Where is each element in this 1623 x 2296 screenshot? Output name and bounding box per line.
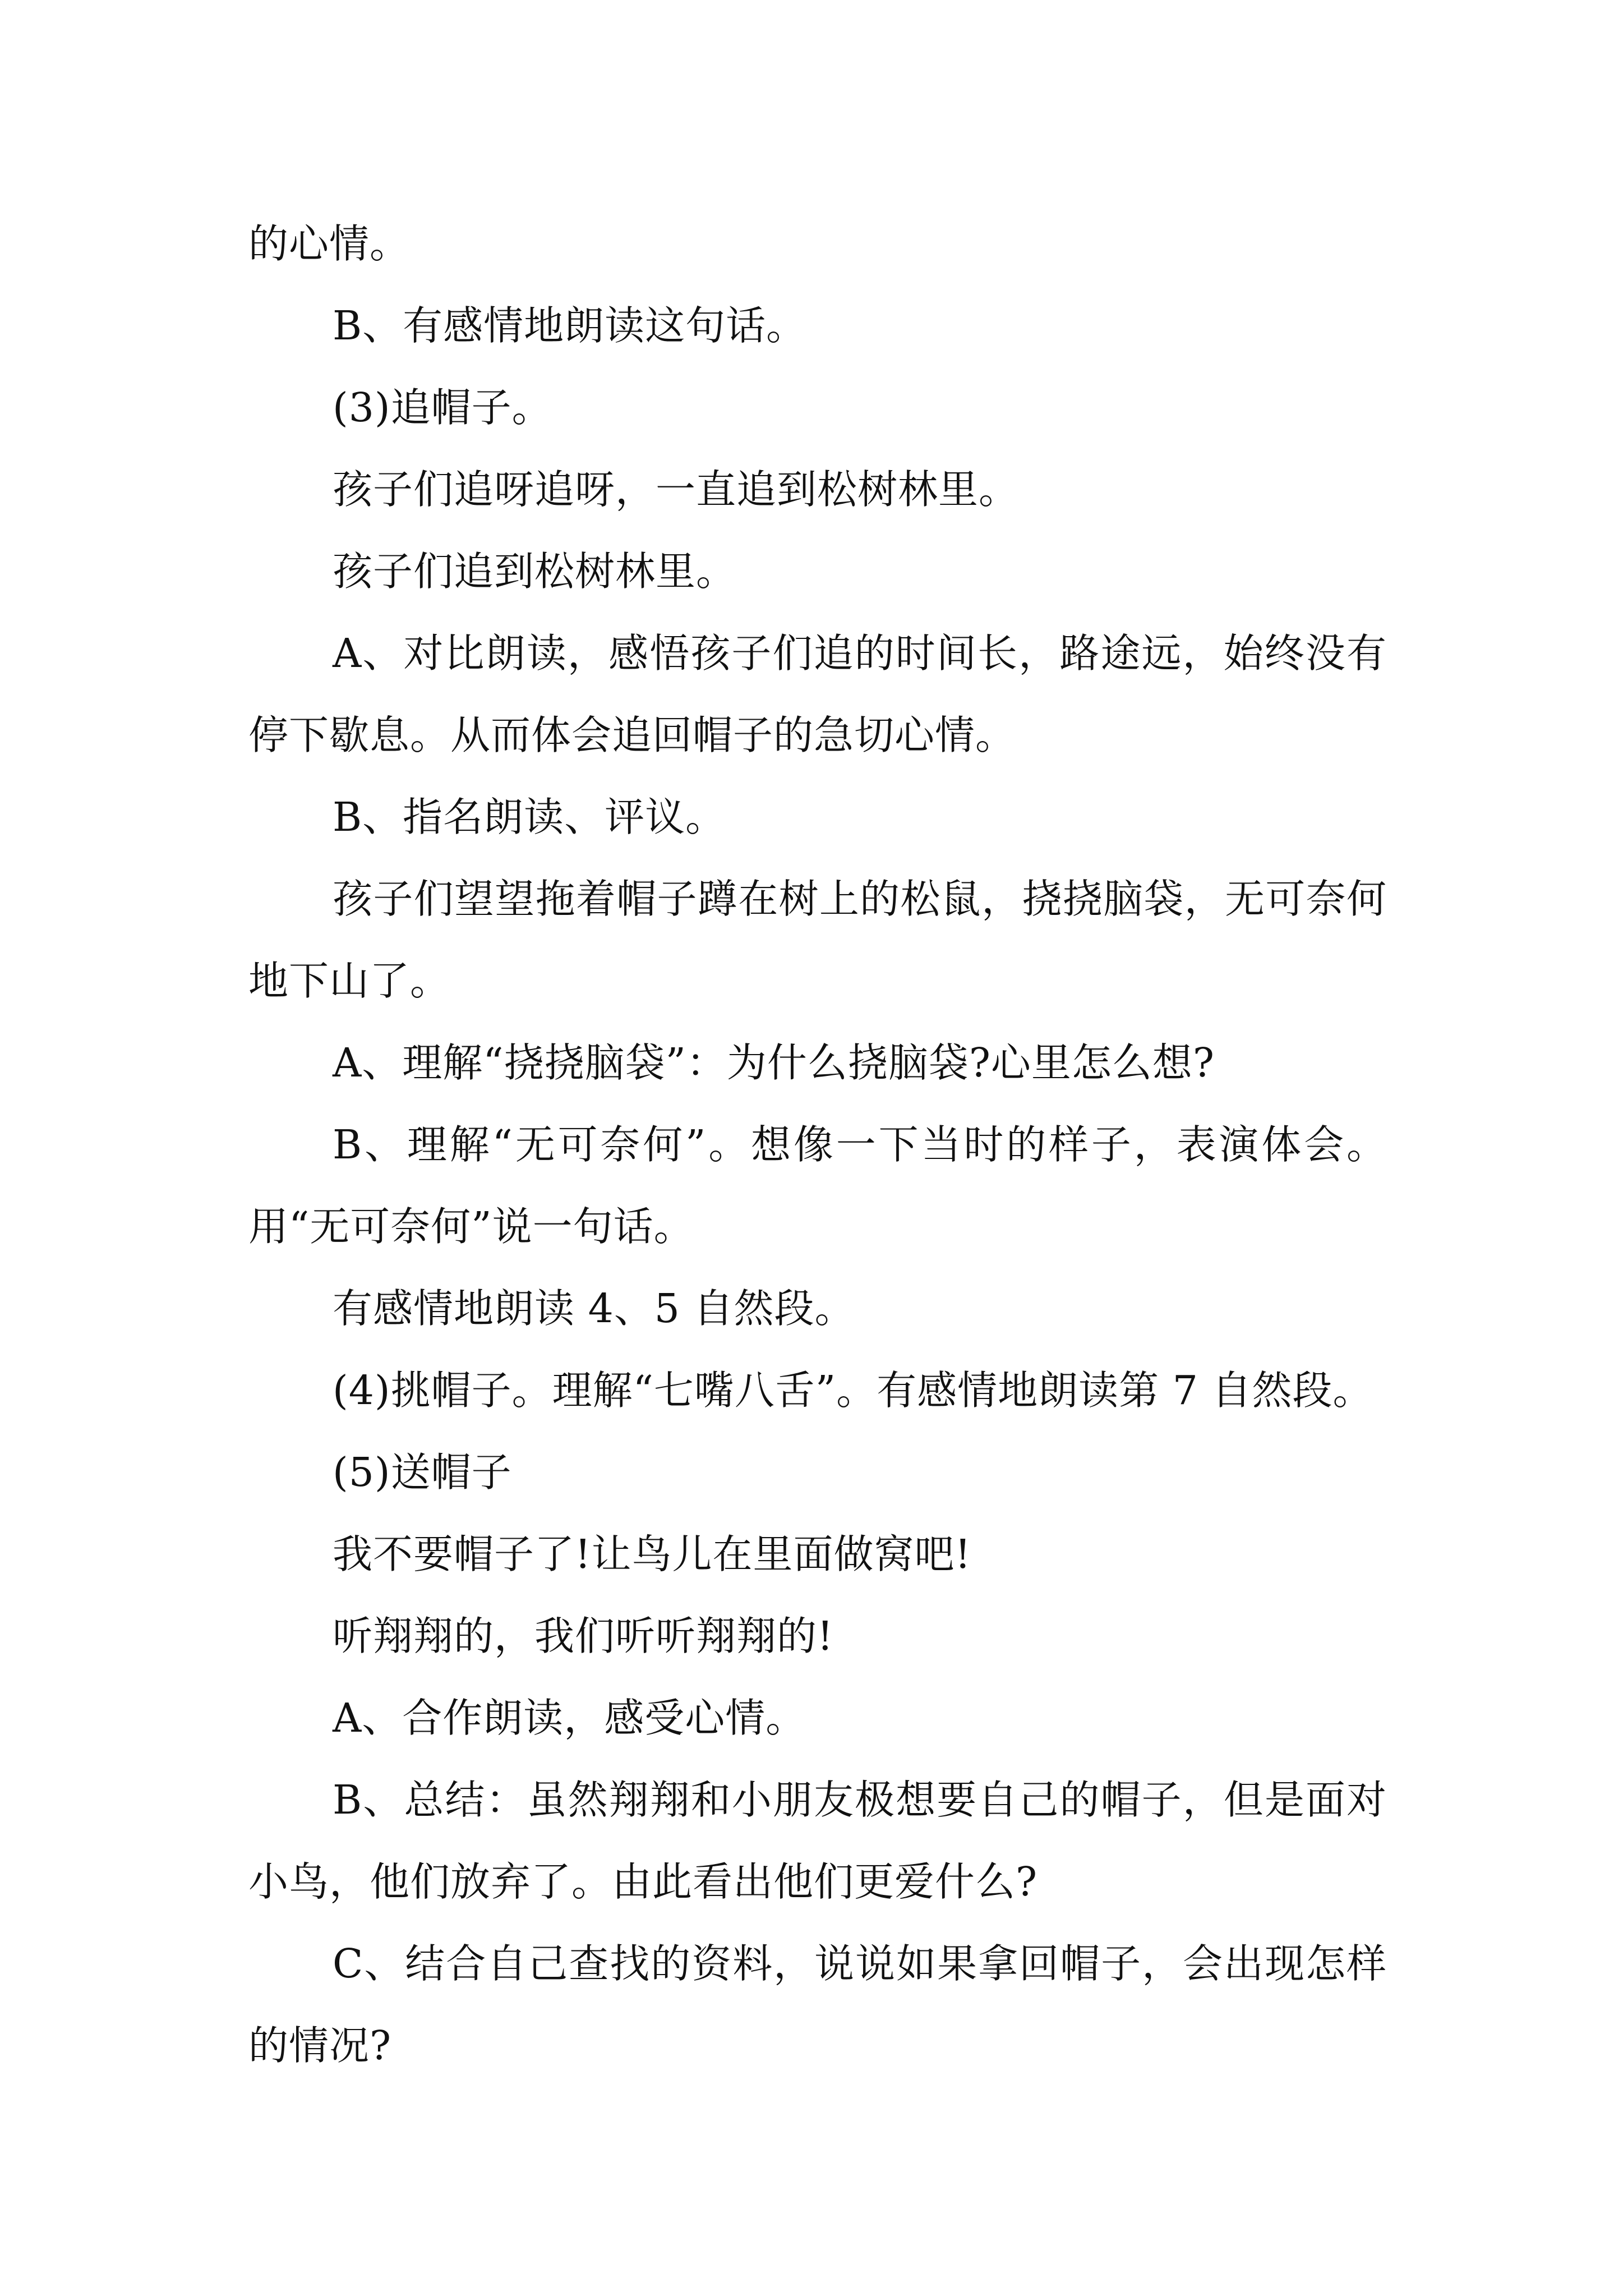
paragraph: 孩子们望望拖着帽子蹲在树上的松鼠，挠挠脑袋，无可奈何地下山了。 [248,876,1387,1004]
body-text [248,203,1387,2087]
paragraph: (5)送帽子 [333,1449,512,1496]
paragraph: A、合作朗读，感受心情。 [333,1695,806,1741]
paragraph: 我不要帽子了!让鸟儿在里面做窝吧! [333,1531,972,1577]
paragraph: B、理解“无可奈何”。想像一下当时的样子，表演体会。用“无可奈何”说一句话。 [248,1121,1387,1250]
paragraph: B、总结：虽然翔翔和小朋友极想要自己的帽子，但是面对小鸟，他们放弃了。由此看出他们更爱什么? [248,1777,1387,1905]
paragraph: 听翔翔的，我们听听翔翔的! [333,1613,834,1659]
paragraph: 孩子们追到松树林里。 [333,548,737,595]
paragraph: A、对比朗读，感悟孩子们追的时间长，路途远，始终没有停下歇息。从而体会追回帽子的急切心情。 [248,630,1387,758]
paragraph: (4)挑帽子。理解“七嘴八舌”。有感情地朗读第 7 自然段。 [333,1367,1373,1414]
paragraph: A、理解“挠挠脑袋”：为什么挠脑袋?心里怎么想? [333,1039,1215,1086]
paragraph: B、指名朗读、评议。 [333,794,726,840]
paragraph: 有感情地朗读 4、5 自然段。 [333,1285,855,1332]
paragraph: C、结合自己查找的资料，说说如果拿回帽子，会出现怎样的情况? [248,1940,1387,2069]
paragraph: 的心情。 [248,220,411,267]
paragraph: B、有感情地朗读这句话。 [333,302,807,349]
paragraph: (3)追帽子。 [333,384,552,431]
paragraph: 孩子们追呀追呀，一直追到松树林里。 [333,466,1020,513]
